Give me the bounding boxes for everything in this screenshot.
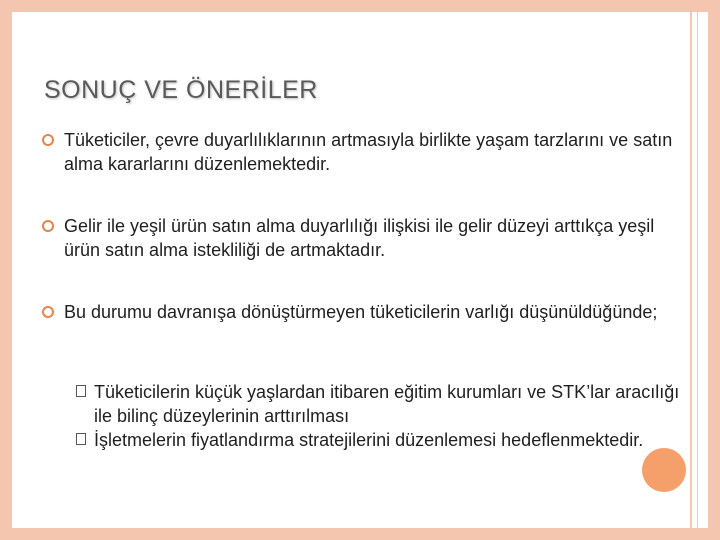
- frame-right-inner-line-2: [697, 0, 698, 540]
- square-bullet-icon: [76, 385, 86, 397]
- list-item: [42, 214, 692, 262]
- sub-bullet-text: Tüketicilerin küçük yaşlardan itibaren eğitim kurumları ve STK’lar aracılığı ile bilinç düzeylerinin arttırılması: [94, 382, 680, 426]
- bullet-text: Bu durumu davranışa dönüştürmeyen tüketicilerin varlığı düşünüldüğünde;: [64, 302, 658, 322]
- sub-list-item: [76, 380, 686, 428]
- sub-bullet-list: [76, 380, 686, 452]
- slide-title: SONUÇ VE ÖNERİLER: [44, 76, 318, 104]
- bullet-text: Gelir ile yeşil ürün satın alma duyarlılığı ilişkisi ile gelir düzeyi arttıkça yeşil ürün satın alma istekliliği de artmaktadır.: [64, 216, 655, 260]
- frame-right-border: [708, 0, 720, 540]
- frame-bottom-border: [0, 528, 720, 540]
- frame-top-border: [0, 0, 720, 12]
- list-item: [42, 300, 692, 324]
- ring-bullet-icon: [42, 306, 54, 318]
- frame-left-border: [0, 0, 12, 540]
- list-item: [42, 128, 692, 176]
- sub-bullet-text: İşletmelerin fiyatlandırma stratejilerini düzenlemesi hedeflenmektedir.: [94, 430, 644, 450]
- decorative-circle-icon: [642, 448, 686, 492]
- ring-bullet-icon: [42, 220, 54, 232]
- sub-list-item: [76, 428, 686, 452]
- bullet-text: Tüketiciler, çevre duyarlılıklarının artmasıyla birlikte yaşam tarzlarını ve satın alma kararlarını düzenlemektedir.: [64, 130, 673, 174]
- bullet-list: [42, 128, 692, 362]
- square-bullet-icon: [76, 433, 86, 445]
- ring-bullet-icon: [42, 134, 54, 146]
